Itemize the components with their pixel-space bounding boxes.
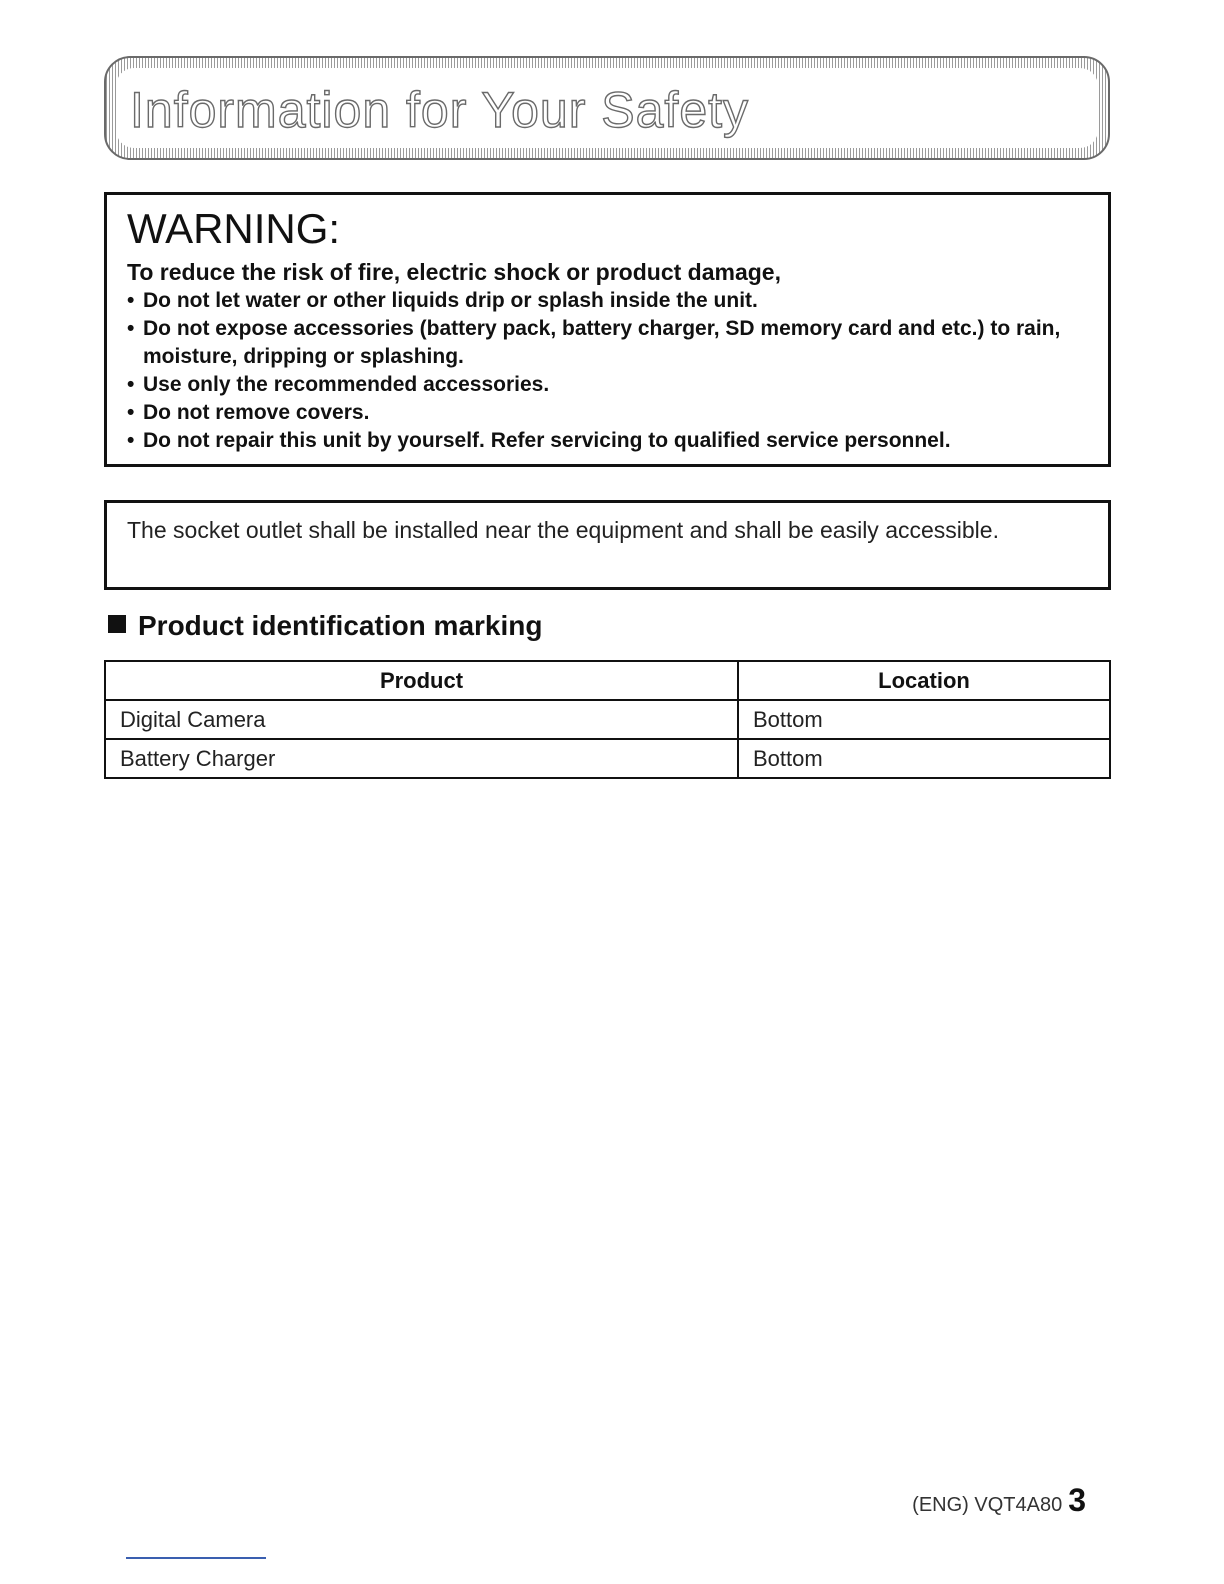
warning-item: [127, 371, 1087, 399]
table-cell-location: Bottom: [738, 700, 1110, 739]
page-footer: [912, 1480, 1086, 1527]
warning-list: [127, 287, 1087, 455]
bullet-icon: •: [127, 373, 135, 396]
warning-item-text: Do not let water or other liquids drip or splash inside the unit.: [143, 289, 758, 312]
warning-item: [127, 287, 1087, 315]
product-marking-table: [104, 660, 1111, 779]
warning-item-text: Do not repair this unit by yourself. Refer servicing to qualified service personnel.: [143, 429, 951, 452]
page-title: Information for Your Safety: [130, 82, 750, 138]
bullet-icon: •: [127, 317, 135, 340]
table-row: [105, 739, 1110, 778]
bottom-rule: [126, 1557, 266, 1559]
bullet-icon: •: [127, 289, 135, 312]
table-row: [105, 700, 1110, 739]
square-bullet-icon: [108, 615, 126, 633]
table-cell-product: Digital Camera: [105, 700, 738, 739]
warning-item-text: Do not expose accessories (battery pack, battery charger, SD memory card and etc.) to rain, moisture, dripping or splashing.: [143, 317, 1061, 368]
socket-notice-box: [104, 500, 1111, 590]
table-cell-location: Bottom: [738, 739, 1110, 778]
bullet-icon: •: [127, 401, 135, 424]
warning-item: [127, 427, 1087, 455]
warning-box: [104, 192, 1111, 467]
warning-title: WARNING:: [127, 205, 341, 252]
page-number: 3: [1068, 1482, 1086, 1518]
warning-item-text: Use only the recommended accessories.: [143, 373, 550, 396]
column-header-location: Location: [738, 661, 1110, 700]
warning-item: [127, 315, 1087, 371]
header-banner-inner: [116, 68, 1098, 148]
section-heading: [108, 608, 542, 644]
warning-item-text: Do not remove covers.: [143, 401, 370, 424]
document-code: (ENG) VQT4A80: [912, 1494, 1063, 1516]
bullet-icon: •: [127, 429, 135, 452]
section-heading-text: Product identification marking: [138, 610, 543, 641]
warning-lead: To reduce the risk of fire, electric shock or product damage,: [127, 259, 781, 285]
column-header-product: Product: [105, 661, 738, 700]
header-banner: [104, 56, 1110, 160]
socket-notice-text: The socket outlet shall be installed near the equipment and shall be easily accessible.: [127, 517, 999, 543]
table-header-row: [105, 661, 1110, 700]
warning-item: [127, 399, 1087, 427]
table-cell-product: Battery Charger: [105, 739, 738, 778]
